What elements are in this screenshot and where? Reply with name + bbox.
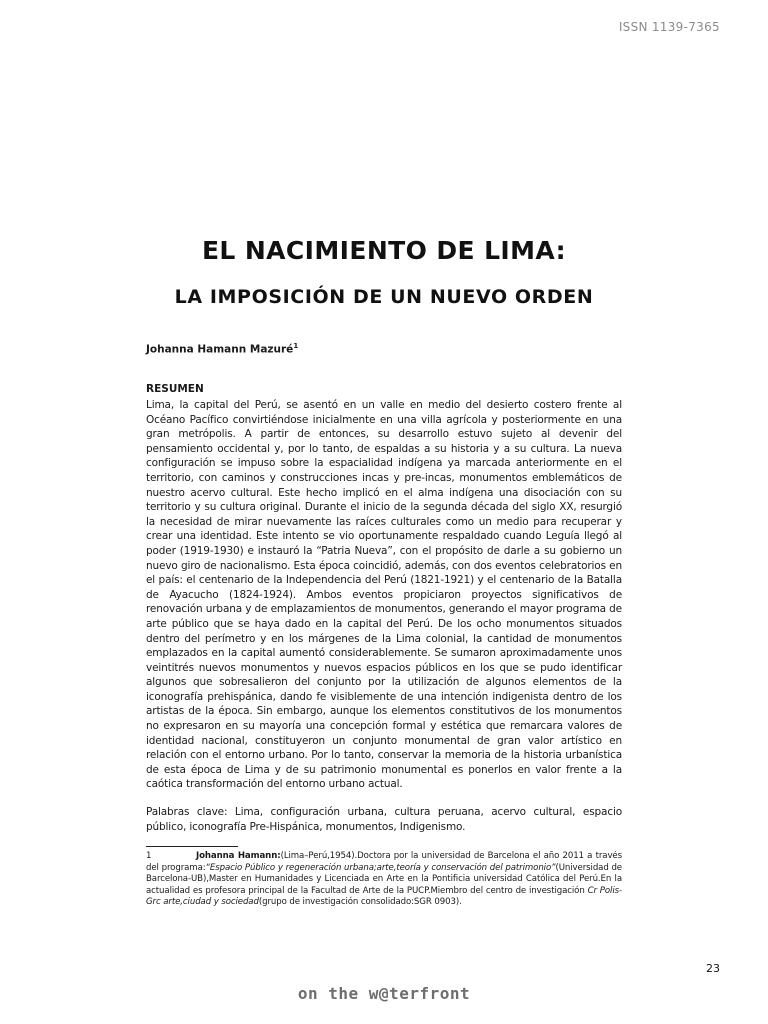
keywords: Palabras clave: Lima, configuración urbana, cultura peruana, acervo cultural, espacio público, iconografía Pre-Hispánica, monumentos, Indigenismo. [146, 806, 622, 833]
footnote [146, 851, 622, 909]
author-footnote-marker: 1 [293, 342, 299, 350]
author-name: Johanna Hamann Mazuré [146, 343, 294, 356]
article-subtitle: LA IMPOSICIÓN DE UN NUEVO ORDEN [174, 286, 594, 308]
footnote-research-group: Cr Polis-Grc arte,ciudad y sociedad [146, 885, 622, 908]
footnote-text-c: (grupo de investigación consolidado:SGR 0903). [258, 897, 462, 908]
page-number: 23 [706, 962, 720, 975]
abstract-heading: RESUMEN [146, 383, 204, 395]
footnote-text-b: (Universidad de Barcelona-UB),Master en Humanidades y Licenciada en Arte en la Pontificia universidad Católica del Perú.En la actualidad es profesora principal de la Facultad de Arte de la PUCP.Miembro del centro de investigación [146, 862, 622, 896]
journal-brand: on the w@terfront [297, 984, 471, 1003]
footnote-divider [146, 846, 238, 847]
footnote-number: 1 [146, 851, 152, 861]
author-line [146, 342, 298, 356]
article-title: EL NACIMIENTO DE LIMA: [201, 236, 567, 265]
footnote-program-title: “Espacio Público y regeneración urbana;arte,teoría y conservación del patrimonio” [205, 862, 556, 873]
footnote-author-name: Johanna Hamann: [196, 851, 281, 861]
issn-label: ISSN 1139-7365 [618, 20, 720, 34]
footnote-text-a: (Lima–Perú,1954).Doctora por la universidad de Barcelona el año 2011 a través del programa: [146, 851, 622, 873]
abstract-body: Lima, la capital del Perú, se asentó en un valle en medio del desierto costero frente al Océano Pacífico convirtiéndose inicialmente en una villa agrícola y posteriormente en una gran metrópolis. A partir de entonces, su desarrollo estuvo sujeto al devenir del pensamiento occidental y, por lo tanto, de espaldas a su historia y a su cultura. La nueva configuración se impuso sobre la espacialidad indígena ya marcada anteriormente en el territorio, con caminos y construcciones incas y pre-incas, monumentos emblemáticos de nuestro acervo cultural. Este hecho implicó en el alma indígena una disociación con su territorio y su cultura original. Durante el inicio de la segunda década del siglo XX, resurgió la necesidad de mirar nuevamente las raíces culturales como un medio para recuperar y crear una identidad. Este intento se vio oportunamente respaldado cuando Leguía llegó al poder (1919-1930) e instauró la “Patria Nueva”, con el propósito de darle a su gobierno un nuevo giro de nacionalismo. Esta época coincidió, además, con dos eventos celebratorios en el país: el centenario de la Independencia del Perú (1821-1921) y el centenario de la Batalla de Ayacucho (1824-1924). Ambos eventos propiciaron proyectos significativos de renovación urbana y de emplazamientos de monumentos, generando el mayor programa de arte público que se haya dado en la capital del Perú. De los ocho monumentos situados dentro del perímetro y en los márgenes de la Lima colonial, la cantidad de monumentos emplazados en la capital aumentó considerablemente. Se sumaron aproximadamente unos veintitrés nuevos monumentos y nuevos espacios públicos en los que se pudo identificar algunos que sobresalieron del conjunto por la utilización de algunos elementos de la iconografía prehispánica, dando fe visiblemente de una intención indigenista dentro de los artistas de la época. Sin embargo, aunque los elementos constitutivos de los monumentos no expresaron en su mayoría una concepción formal y estética que remarcara valores de identidad nacional, constituyeron un conjunto monumental de gran valor artístico en relación con el entorno urbano. Por lo tanto, conservar la memoria de la historia urbanística de esta época de Lima y de su patrimonio monumental es ponerlos en valor frente a la caótica transformación del entorno urbano actual. [146, 399, 622, 791]
